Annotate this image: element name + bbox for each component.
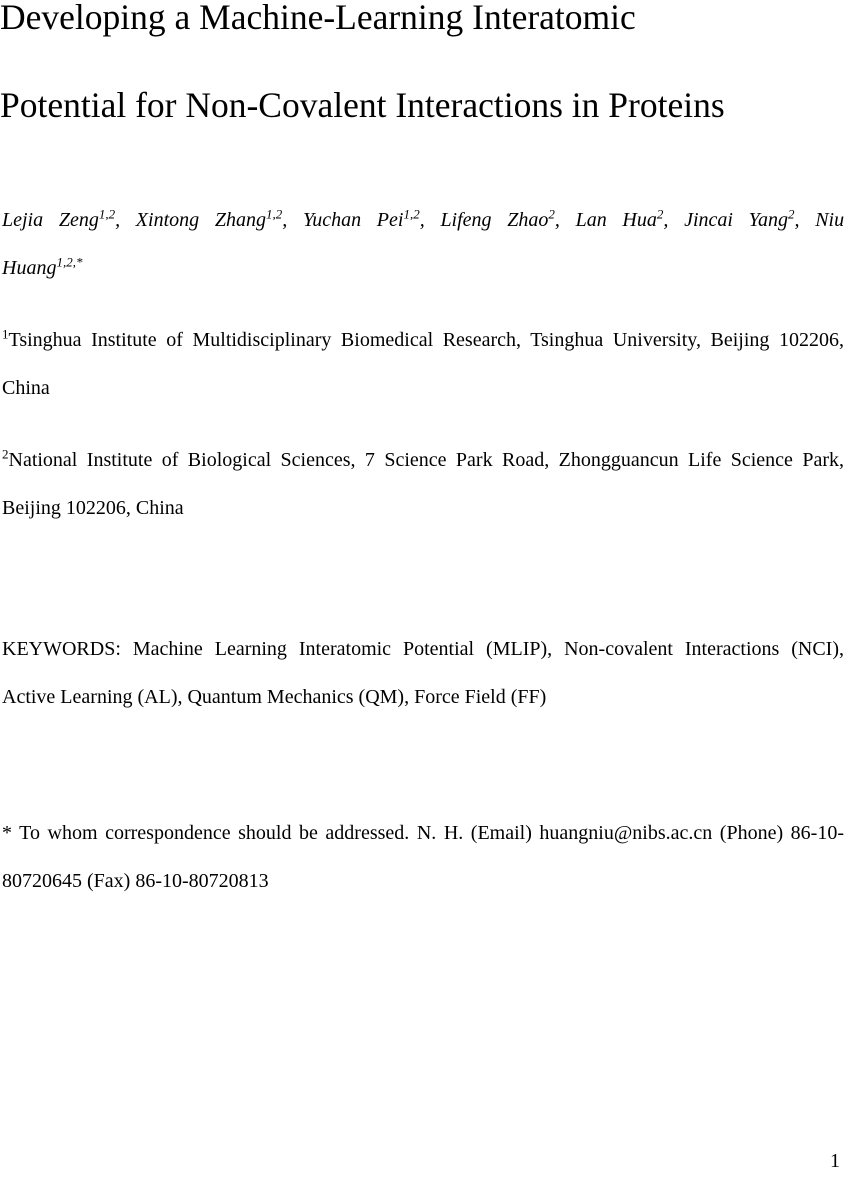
affiliation-text: National Institute of Biological Sciences, 7 Science Park Road, Zhongguancun Life Science Park, Beijing 102206, China xyxy=(2,449,844,519)
author-affiliation-mark: 1,2,* xyxy=(56,254,83,270)
author: Jincai Yang xyxy=(684,209,788,231)
affiliation-1 xyxy=(2,316,844,412)
author-continued: Huang xyxy=(2,257,57,279)
author-affiliation-mark: 1,2 xyxy=(98,206,116,222)
author-affiliation-mark: 2 xyxy=(548,206,555,222)
affiliation-mark: 1 xyxy=(2,326,9,342)
affiliation-text: Tsinghua Institute of Multidisciplinary Biomedical Research, Tsinghua University, Beijing 102206, China xyxy=(2,329,844,399)
author: Lan Hua xyxy=(575,209,657,231)
author-affiliation-mark: 2 xyxy=(787,206,795,222)
author: Xintong Zhang xyxy=(135,209,266,231)
author-affiliation-mark: 1,2 xyxy=(403,206,420,222)
correspondence: * To whom correspondence should be addressed. N. H. (Email) huangniu@nibs.ac.cn (Phone) 86-10-80720645 (Fax) 86-10-80720813 xyxy=(2,822,844,892)
title-line-1: Developing a Machine-Learning Interatomic xyxy=(0,0,636,37)
title-line-2: Potential for Non-Covalent Interactions in Proteins xyxy=(0,85,725,125)
author: Niu xyxy=(815,209,844,231)
author-affiliation-mark: 1,2 xyxy=(265,206,283,222)
author-list: Lejia Zeng$^{1,2}$, Xintong Zhang$^{1,2}$, Yuchan Pei$^{1,2}$, Lifeng Zhao$^2$, Lan Hua$^2$, Jincai Yang$^2$, Niu Huang$^{1,2,*}$ xyxy=(2,206,844,279)
keywords: KEYWORDS: Machine Learning Interatomic Potential (MLIP), Non-covalent Interactions (NCI), Active Learning (AL), Quantum Mechanics (QM), Force Field (FF) xyxy=(2,638,844,708)
page-number: 1 xyxy=(830,1150,840,1172)
affiliation-mark: 2 xyxy=(2,446,9,462)
author: Yuchan Pei xyxy=(302,209,404,231)
affiliation-2 xyxy=(2,436,844,532)
author-affiliation-mark: 2 xyxy=(656,206,664,222)
author: Lifeng Zhao xyxy=(440,209,549,231)
author: Lejia Zeng xyxy=(2,209,99,231)
